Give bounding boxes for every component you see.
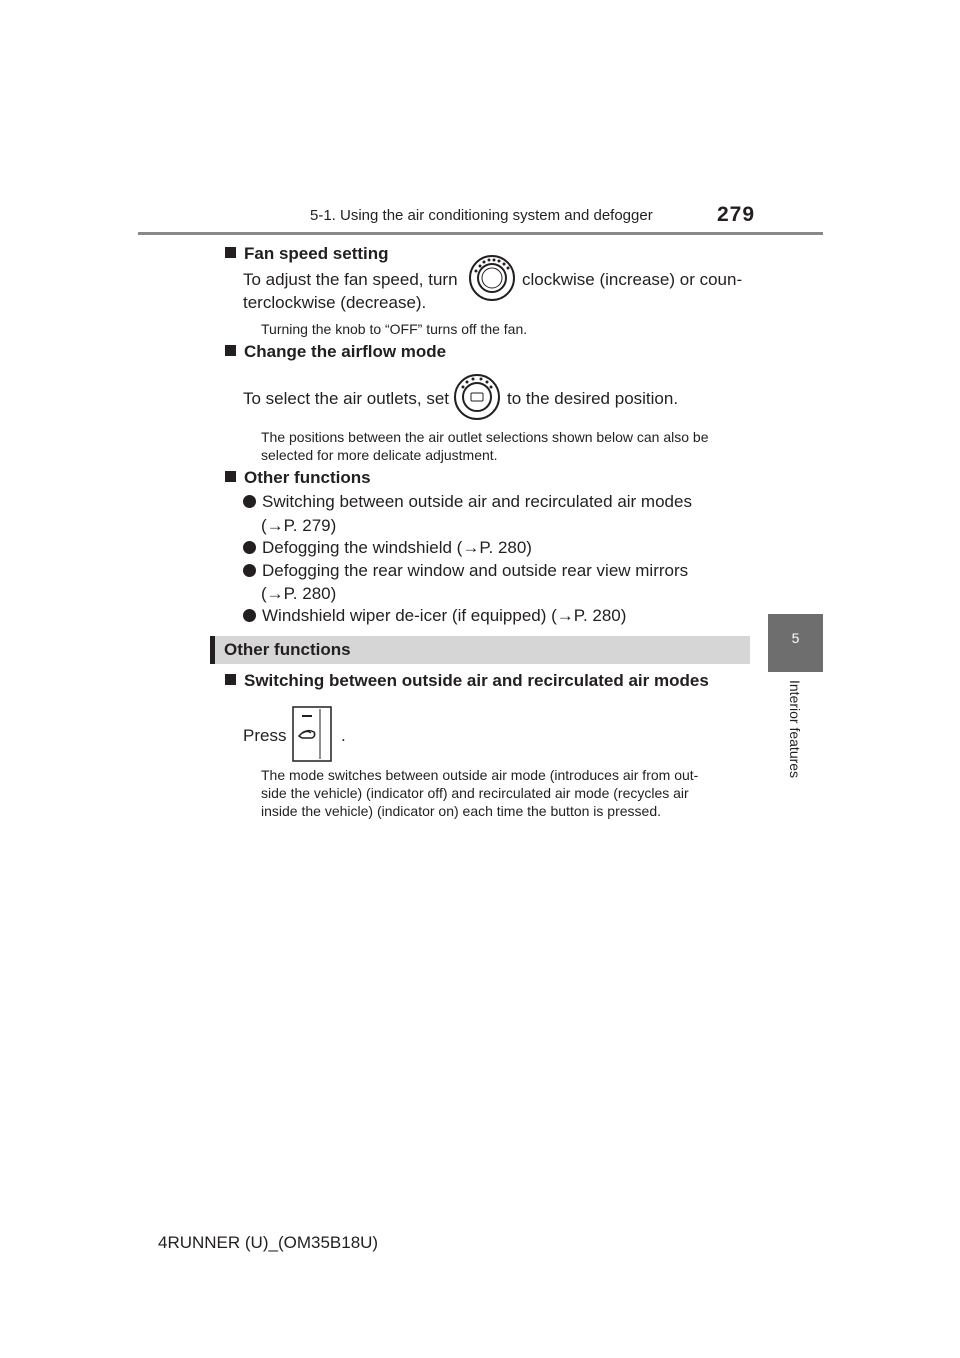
square-bullet-icon	[225, 471, 236, 482]
list-item: Defogging the rear window and outside rear view mirrors	[243, 559, 688, 583]
page-number: 279	[717, 203, 756, 226]
recirculation-button-icon	[292, 706, 332, 762]
bullet-icon	[243, 495, 256, 508]
fan-speed-knob-icon	[468, 254, 516, 302]
switching-heading: Switching between outside air and recirculated air modes	[225, 671, 709, 691]
bullet-icon	[243, 609, 256, 622]
other-functions-heading: Other functions	[225, 468, 371, 488]
press-label: Press	[243, 726, 287, 745]
bullet-icon	[243, 564, 256, 577]
fan-speed-line2: terclockwise (decrease).	[243, 293, 427, 312]
fan-speed-line1: To adjust the fan speed, turn	[243, 270, 458, 289]
section-banner-title: Other functions	[224, 640, 351, 659]
square-bullet-icon	[225, 345, 236, 356]
chapter-label: Interior features	[787, 680, 803, 779]
airflow-line-end: to the desired position.	[507, 389, 679, 408]
fan-speed-heading: Fan speed setting	[225, 244, 389, 264]
chapter-number: 5	[791, 630, 800, 646]
switching-note-1: The mode switches between outside air mode (introduces air from out-	[261, 767, 699, 783]
switching-note-2: side the vehicle) (indicator off) and recirculated air mode (recycles air	[261, 785, 689, 801]
header-rule	[138, 232, 823, 235]
airflow-note-2: selected for more delicate adjustment.	[261, 447, 498, 463]
list-item: Windshield wiper de-icer (if equipped) (→P. 280)	[243, 604, 626, 628]
fan-speed-note: Turning the knob to “OFF” turns off the fan.	[261, 321, 528, 337]
press-end: .	[341, 726, 346, 745]
list-item: Switching between outside air and recirculated air modes	[243, 490, 692, 514]
switching-note-3: inside the vehicle) (indicator on) each time the button is pressed.	[261, 803, 661, 819]
airflow-note-1: The positions between the air outlet selections shown below can also be	[261, 429, 709, 445]
bullet-icon	[243, 541, 256, 554]
section-banner-bar	[210, 636, 215, 664]
footer-model: 4RUNNER (U)_(OM35B18U)	[158, 1233, 379, 1252]
square-bullet-icon	[225, 674, 236, 685]
airflow-heading: Change the airflow mode	[225, 342, 446, 362]
airflow-line: To select the air outlets, set	[243, 389, 449, 408]
list-item: Defogging the windshield (→P. 280)	[243, 536, 532, 560]
section-title: 5-1. Using the air conditioning system and defogger	[310, 207, 653, 224]
list-item-ref[interactable]: (→P. 279)	[261, 516, 337, 535]
square-bullet-icon	[225, 247, 236, 258]
list-item-ref[interactable]: (→P. 280)	[261, 584, 337, 603]
fan-speed-line1-end: clockwise (increase) or coun-	[522, 270, 743, 289]
airflow-mode-knob-icon	[453, 373, 501, 421]
